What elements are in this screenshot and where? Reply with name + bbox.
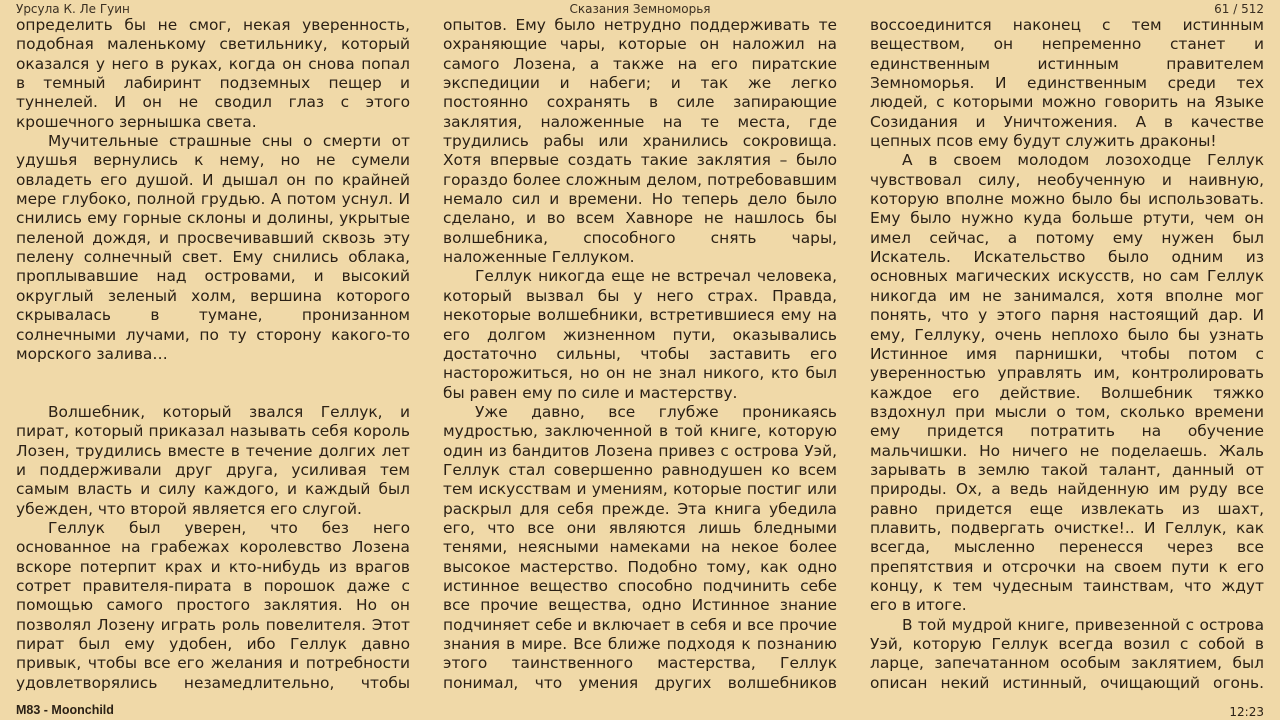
status-footer [0,700,1280,720]
paragraph: Волшебник, который звался Геллук, и пират, который приказал называть себя король Лозен, трудились вместе в течение долгих лет и поддерживали друг друга, усиливая тем самым власть и силу каждого, и каждый был убежден, что второй является его слугой. [16,402,410,518]
text-column-2[interactable] [443,16,837,694]
paragraph: А в своем молодом лозоходце Геллук чувствовал силу, необученную и наивную, которую вполне можно было бы использовать. Ему было нужно куда больше ртути, чем он имел сейчас, а потому ему нужен был Искатель. Искательство было одним из основных магических искусств, но сам Геллук никогда им не занимался, хотя вполне мог понять, что у этого парня настоящий дар. И ему, Геллуку, очень неплохо было бы узнать Истинное имя парнишки, чтобы потом с уверенностью управлять им, контролировать каждое его действие. Волшебник тяжко вздохнул при мысли о том, сколько времени ему придется потратить на обучение мальчишки. Но ничего не поделаешь. Жаль зарывать в землю такой талант, данный от природы. Ох, а ведь найденную им руду все равно придется еще извлекать из шахт, плавить, подвергать очистке!.. И Геллук, как всегда, мысленно перенесся через все препятствия и отсрочки на своем пути к его концу, к тем чудесным таинствам, что ждут его в итоге. [870,151,1264,615]
paragraph: Уже давно, все глубже проникаясь мудростью, заключенной в той книге, которую один из бандитов Лозена привез с острова Уэй, Геллук стал совершенно равнодушен ко всем тем искусствам и умениям, которые постиг или раскрыл для себя прежде. Эта книга убедила его, что все они являются лишь бледными тенями, неясными намеками на некое более высокое мастерство. Подобно тому, как одно истинное вещество способно подчинить себе все прочие вещества, одно Истинное знание подчиняет себе и включает в себя и все прочие знания в мире. Все ближе подходя к познанию этого таинственного мастерства, Геллук понимал, что умения других волшебников [443,402,837,692]
text-column-1[interactable] [16,16,410,694]
clock: 12:23 [1229,705,1264,719]
book-title: Сказания Земноморья [569,2,711,16]
page-indicator: 61 / 512 [1214,2,1264,16]
paragraph: определить бы не смог, некая уверенность, подобная маленькому светильнику, который оказался у него в руках, когда он снова попал в темный лабиринт подземных пещер и туннелей. И он не сводил глаз с этого крошечного зернышка света. [16,16,410,131]
paragraph: опытов. Ему было нетрудно поддерживать те охраняющие чары, которые он наложил на самого Лозена, а также на его пиратские экспедиции и набеги; и так же легко постоянно сохранять в силе запирающие заклятия, наложенные на те места, где трудились рабы или хранились сокровища. Хотя впервые создать такие заклятия – было гораздо более сложным делом, потребовавшим немало сил и времени. Но теперь дело было сделано, и во всем Хавноре не нашлось бы волшебника, способного снять чары, наложенные Геллуком. [443,16,837,267]
paragraph: Мучительные страшные сны о смерти от удушья вернулись к нему, но не сумели овладеть его душой. И дышал он по крайней мере глубоко, полной грудью. А потом уснул. И снились ему горные склоны и долины, укрытые пеленой дождя, и просвечивавший сквозь эту пелену солнечный свет. Ему снились облака, проплывавшие над островами, и высокий округлый зеленый холм, вершина которого скрывалась в тумане, пронизанном солнечными лучами, по ту сторону какого-то морского залива… [16,132,410,363]
text-column-3[interactable] [870,16,1264,694]
paragraph-spacer [16,384,410,403]
author-name: Урсула К. Ле Гуин [16,2,130,16]
now-playing-label: M83 - Moonchild [16,703,114,717]
paragraph: Геллук был уверен, что без него основанное на грабежах королевство Лозена вскоре потерпит крах и кто-нибудь из врагов сотрет правителя-пирата в порошок даже с помощью самого простого заклятия. Но он позволял Лозену играть роль повелителя. Этот пират был ему удобен, ибо Геллук давно привык, чтобы все его желания и потребности удовлетворялись незамедлительно, чтобы [16,518,410,692]
paragraph: В той мудрой книге, привезенной с острова Уэй, которую Геллук всегда возил с собой в ларце, запечатанном особым заклятием, был описан некий истинный, очищающий огонь. [870,615,1264,692]
paragraph-spacer [16,364,410,383]
paragraph: Геллук никогда еще не встречал человека, который вызвал бы у него страх. Правда, некоторые волшебники, встретившиеся ему на его долгом жизненном пути, оказывались достаточно сильны, чтобы заставить его насторожиться, но он не знал никого, кто был бы равен ему по силе и мастерству. [443,267,837,402]
paragraph: воссоединится наконец с тем истинным веществом, он непременно станет и единственным истинным правителем Земноморья. И единственным среди тех людей, с которыми можно говорить на Языке Созидания и Уничтожения. А в качестве цепных псов ему будут служить драконы! [870,16,1264,151]
